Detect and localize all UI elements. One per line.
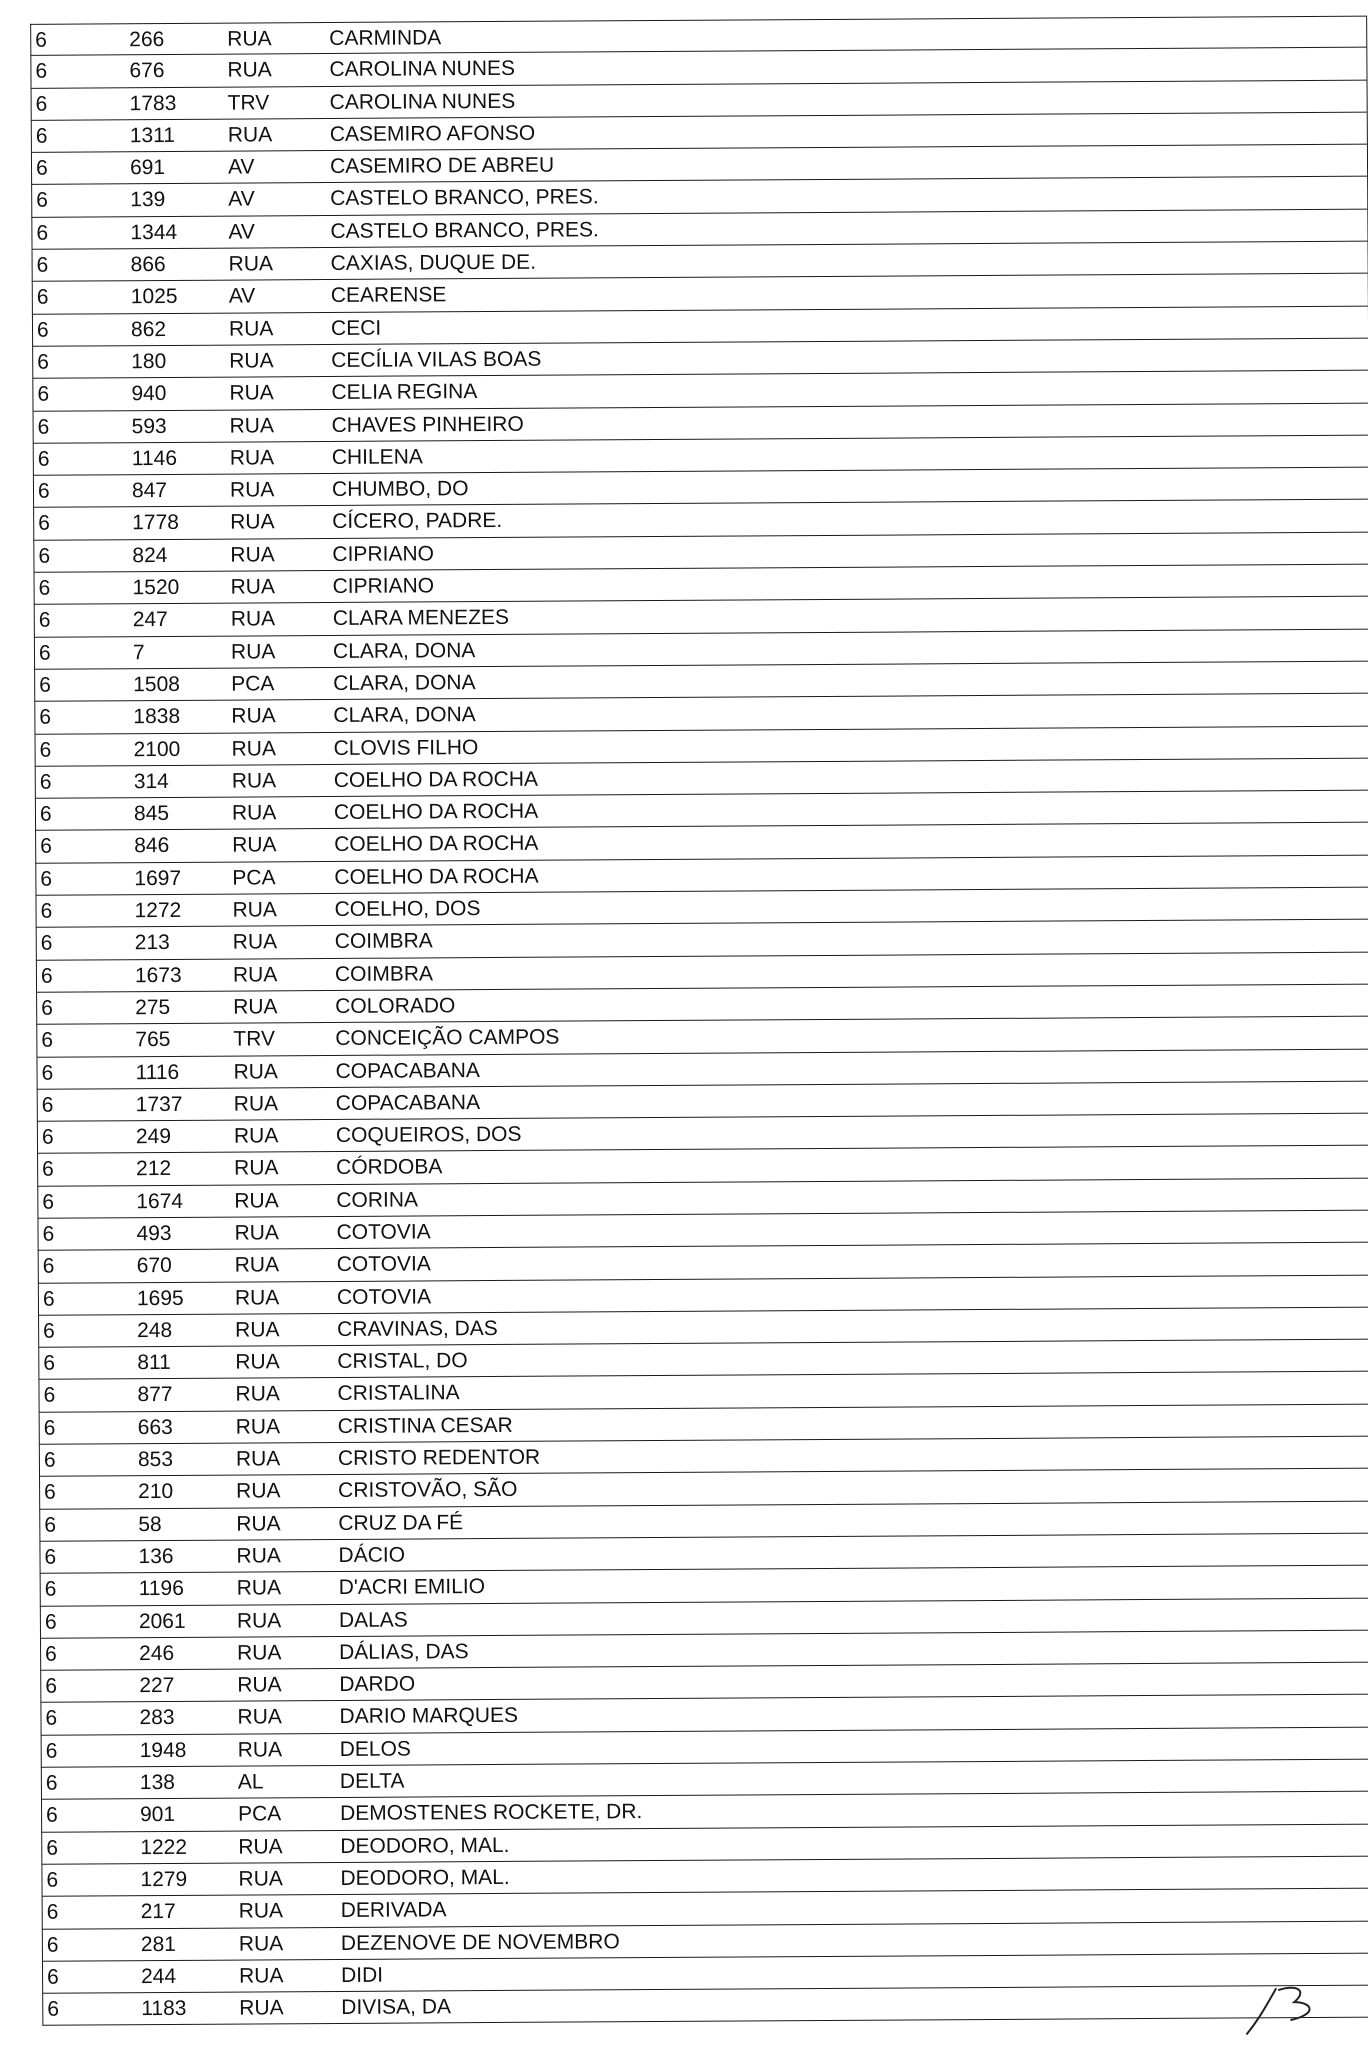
type-cell: RUA	[230, 607, 276, 631]
zone-cell: 6	[35, 60, 48, 84]
zone-cell: 6	[40, 964, 53, 988]
code-cell: 765	[135, 1028, 171, 1052]
zone-cell: 6	[38, 609, 51, 633]
type-cell: RUA	[238, 1834, 283, 1859]
zone-cell: 6	[46, 1933, 59, 1957]
zone-cell: 6	[44, 1577, 57, 1602]
street-name-cell: COELHO DA ROCHA	[333, 799, 539, 825]
street-name-cell: COQUEIROS, DOS	[335, 1122, 522, 1148]
type-cell: RUA	[233, 1092, 279, 1116]
street-name-cell: CASTELO BRANCO, PRES.	[330, 218, 599, 243]
code-cell: 1674	[136, 1189, 184, 1213]
code-cell: 212	[136, 1157, 172, 1181]
type-cell: TRV	[233, 1027, 276, 1051]
zone-cell: 6	[38, 641, 51, 665]
street-name-cell: CELIA REGINA	[331, 380, 478, 405]
street-name-cell: CRUZ DA FÉ	[338, 1510, 464, 1535]
code-cell: 1222	[140, 1835, 188, 1859]
code-cell: 811	[137, 1351, 171, 1375]
zone-cell: 6	[36, 221, 49, 245]
street-name-cell: CEARENSE	[330, 283, 447, 308]
street-name-cell: CECÍLIA VILAS BOAS	[331, 347, 542, 372]
street-name-cell: CLARA, DONA	[333, 671, 476, 695]
code-cell: 281	[140, 1932, 176, 1956]
code-cell: 1778	[132, 511, 179, 535]
street-name-cell: DALAS	[338, 1608, 408, 1632]
zone-cell: 6	[35, 28, 48, 52]
zone-cell: 6	[44, 1513, 57, 1537]
zone-cell: 6	[38, 512, 50, 536]
zone-cell: 6	[39, 802, 52, 826]
type-cell: RUA	[229, 446, 275, 470]
type-cell: RUA	[239, 1964, 284, 1988]
type-cell: RUA	[236, 1608, 282, 1633]
code-cell: 1695	[136, 1286, 184, 1310]
code-cell: 217	[140, 1900, 176, 1924]
zone-cell: 6	[40, 835, 52, 859]
code-cell: 1279	[140, 1867, 188, 1892]
zone-cell: 6	[39, 770, 52, 794]
code-cell: 246	[139, 1641, 175, 1666]
code-cell: 670	[136, 1254, 172, 1278]
zone-cell: 6	[46, 1868, 59, 1892]
zone-cell: 6	[43, 1384, 56, 1408]
code-cell: 2061	[138, 1609, 186, 1633]
street-name-cell: CRISTINA CESAR	[337, 1413, 513, 1438]
type-cell: TRV	[227, 90, 270, 115]
code-cell: 1508	[133, 672, 180, 697]
zone-cell: 6	[42, 1254, 55, 1279]
code-cell: 1116	[135, 1060, 180, 1084]
code-cell: 136	[138, 1544, 174, 1569]
code-cell: 210	[138, 1480, 174, 1504]
type-cell: RUA	[227, 58, 272, 82]
code-cell: 283	[139, 1706, 175, 1730]
table-row	[42, 1986, 1368, 2026]
type-cell: RUA	[230, 510, 275, 535]
street-name-cell: CAXIAS, DUQUE DE.	[330, 250, 537, 276]
type-cell: RUA	[236, 1511, 281, 1536]
code-cell: 845	[133, 802, 170, 826]
street-name-cell: CRISTAL, DO	[337, 1349, 468, 1374]
type-cell: AV	[227, 155, 255, 179]
type-cell: RUA	[236, 1544, 281, 1568]
type-cell: RUA	[232, 930, 278, 954]
street-name-cell: CIPRIANO	[332, 574, 435, 599]
street-name-cell: CRAVINAS, DAS	[337, 1316, 498, 1341]
zone-cell: 6	[39, 738, 52, 762]
code-cell: 691	[129, 156, 166, 180]
code-cell: 940	[131, 382, 167, 406]
code-cell: 138	[139, 1770, 176, 1795]
type-cell: RUA	[229, 381, 274, 405]
zone-cell: 6	[36, 286, 49, 310]
type-cell: RUA	[227, 123, 273, 147]
zone-cell: 6	[37, 350, 49, 374]
code-cell: 853	[137, 1448, 174, 1472]
zone-cell: 6	[41, 996, 53, 1020]
zone-cell: 6	[45, 1707, 58, 1731]
type-cell: AV	[228, 284, 256, 308]
street-table	[30, 16, 1368, 2027]
code-cell: 877	[137, 1383, 173, 1407]
street-name-cell: CLARA, DONA	[332, 638, 476, 663]
street-name-cell: CASEMIRO AFONSO	[329, 121, 536, 146]
code-cell: 901	[140, 1803, 176, 1827]
code-cell: 1948	[139, 1738, 187, 1762]
code-cell: 1025	[130, 285, 178, 309]
type-cell: RUA	[237, 1673, 282, 1697]
zone-cell: 6	[45, 1642, 57, 1666]
type-cell: RUA	[231, 704, 276, 728]
type-cell: RUA	[235, 1318, 280, 1342]
zone-cell: 6	[35, 156, 48, 180]
type-cell: RUA	[230, 543, 275, 567]
type-cell: RUA	[229, 413, 275, 438]
type-cell: RUA	[229, 349, 274, 373]
code-cell: 1196	[138, 1577, 184, 1601]
street-name-cell: COPACABANA	[335, 1058, 480, 1083]
zone-cell: 6	[46, 1804, 58, 1828]
zone-cell: 6	[36, 318, 49, 342]
street-name-cell: COTOVIA	[336, 1252, 431, 1277]
code-cell: 139	[130, 188, 166, 212]
zone-cell: 6	[42, 1190, 55, 1214]
street-name-cell: DERIVADA	[340, 1898, 447, 1923]
zone-cell: 6	[43, 1351, 56, 1375]
street-name-cell: CORINA	[336, 1188, 419, 1212]
street-name-cell: COELHO, DOS	[334, 897, 481, 921]
street-name-cell: CÍCERO, PADRE.	[332, 509, 503, 534]
type-cell: AL	[237, 1770, 264, 1794]
street-name-cell: CIPRIANO	[332, 542, 434, 566]
street-name-cell: DELOS	[339, 1737, 411, 1761]
code-cell: 1673	[134, 963, 182, 987]
zone-cell: 6	[44, 1545, 57, 1569]
zone-cell: 6	[40, 932, 53, 956]
street-name-cell: DÁLIAS, DAS	[339, 1640, 469, 1664]
type-cell: RUA	[236, 1576, 282, 1600]
code-cell: 249	[135, 1125, 172, 1149]
handwritten-initials	[1238, 1980, 1358, 2039]
street-name-cell: CRISTOVÃO, SÃO	[338, 1478, 518, 1503]
type-cell: RUA	[228, 252, 274, 276]
zone-cell: 6	[39, 673, 51, 697]
street-name-cell: COPACABANA	[335, 1090, 481, 1115]
type-cell: RUA	[235, 1350, 280, 1374]
street-name-cell: CLARA, DONA	[333, 703, 476, 728]
type-cell: RUA	[235, 1447, 281, 1471]
type-cell: AV	[228, 220, 255, 244]
zone-cell: 6	[46, 1836, 59, 1860]
street-name-cell: CONCEIÇÃO CAMPOS	[335, 1025, 560, 1051]
street-name-cell: COLORADO	[335, 994, 456, 1018]
code-cell: 862	[130, 317, 167, 341]
zone-cell: 6	[41, 1061, 54, 1085]
type-cell: RUA	[233, 995, 278, 1019]
street-name-cell: CARMINDA	[329, 26, 442, 50]
street-name-cell: CASTELO BRANCO, PRES.	[330, 185, 599, 211]
type-cell: RUA	[238, 1899, 284, 1923]
street-name-cell: CÓRDOBA	[336, 1155, 443, 1180]
code-cell: 1272	[134, 898, 182, 923]
type-cell: RUA	[237, 1738, 283, 1762]
type-cell: RUA	[237, 1705, 282, 1730]
code-cell: 663	[137, 1415, 173, 1439]
zone-cell: 6	[41, 1028, 54, 1052]
code-cell: 1737	[135, 1092, 183, 1116]
zone-cell: 6	[43, 1448, 56, 1472]
type-cell: RUA	[232, 898, 277, 922]
code-cell: 227	[139, 1674, 175, 1698]
zone-cell: 6	[36, 189, 48, 213]
code-cell: 58	[138, 1512, 162, 1536]
street-name-cell: CASEMIRO DE ABREU	[329, 153, 555, 179]
code-cell: 213	[134, 931, 170, 955]
type-cell: RUA	[236, 1479, 281, 1503]
type-cell: RUA	[239, 1996, 284, 2020]
street-name-cell: COIMBRA	[334, 961, 434, 986]
street-name-cell: CAROLINA NUNES	[329, 57, 516, 82]
street-name-cell: DEZENOVE DE NOVEMBRO	[340, 1929, 620, 1955]
type-cell: RUA	[238, 1867, 283, 1891]
zone-cell: 6	[42, 1158, 54, 1182]
street-name-cell: CRISTALINA	[337, 1381, 460, 1406]
type-cell: RUA	[234, 1285, 280, 1310]
code-cell: 1783	[129, 91, 177, 115]
type-cell: RUA	[231, 736, 276, 761]
street-name-cell: DÁCIO	[338, 1543, 406, 1567]
zone-cell: 6	[43, 1416, 56, 1440]
type-cell: RUA	[235, 1415, 281, 1439]
zone-cell: 6	[45, 1674, 58, 1698]
type-cell: RUA	[234, 1189, 279, 1213]
type-cell: RUA	[237, 1641, 282, 1665]
type-cell: RUA	[234, 1221, 279, 1245]
code-cell: 314	[133, 769, 169, 794]
code-cell: 1183	[141, 1997, 187, 2021]
zone-cell: 6	[35, 92, 48, 116]
street-name-cell: COELHO DA ROCHA	[334, 832, 539, 857]
code-cell: 847	[131, 479, 168, 503]
type-cell: PCA	[238, 1802, 282, 1826]
type-cell: RUA	[230, 639, 276, 664]
street-name-cell: DELTA	[339, 1769, 405, 1793]
type-cell: RUA	[233, 1059, 278, 1084]
code-cell: 1146	[131, 446, 178, 471]
street-name-cell: CLOVIS FILHO	[333, 735, 479, 760]
street-name-cell: CLARA MENEZES	[332, 606, 510, 631]
zone-cell: 6	[44, 1481, 56, 1505]
code-cell: 1520	[132, 575, 180, 600]
zone-cell: 6	[44, 1610, 57, 1634]
street-name-cell: COIMBRA	[334, 929, 433, 954]
zone-cell: 6	[46, 1900, 59, 1924]
code-cell: 266	[129, 27, 165, 52]
street-name-cell: CHAVES PINHEIRO	[331, 412, 524, 437]
code-cell: 1344	[130, 220, 178, 244]
street-name-cell: DEODORO, MAL.	[340, 1833, 510, 1858]
type-cell: RUA	[232, 962, 278, 987]
street-name-cell: DEMOSTENES ROCKETE, DR.	[340, 1800, 643, 1826]
type-cell: PCA	[231, 672, 275, 696]
street-name-cell: DEODORO, MAL.	[340, 1865, 510, 1890]
type-cell: RUA	[233, 1124, 279, 1148]
street-name-cell: CAROLINA NUNES	[329, 89, 516, 114]
street-name-cell: DIDI	[341, 1963, 384, 1987]
type-cell: RUA	[234, 1253, 280, 1277]
code-cell: 244	[141, 1964, 177, 1988]
type-cell: RUA	[231, 801, 277, 825]
code-cell: 180	[131, 349, 167, 374]
zone-cell: 6	[45, 1771, 58, 1795]
type-cell: RUA	[232, 833, 277, 858]
zone-cell: 6	[45, 1739, 58, 1763]
zone-cell: 6	[42, 1287, 55, 1311]
street-name-cell: D'ACRI EMILIO	[338, 1575, 486, 1600]
type-cell: RUA	[228, 317, 274, 341]
zone-cell: 6	[37, 447, 50, 471]
zone-cell: 6	[36, 253, 49, 277]
street-name-cell: COTOVIA	[336, 1284, 432, 1309]
street-name-cell: COTOVIA	[336, 1220, 431, 1244]
street-name-cell: CECI	[330, 316, 382, 340]
zone-cell: 6	[38, 544, 51, 568]
code-cell: 593	[131, 414, 167, 438]
code-cell: 824	[132, 543, 168, 567]
zone-cell: 6	[37, 382, 50, 407]
street-name-cell: CHUMBO, DO	[331, 477, 469, 502]
type-cell: RUA	[234, 1156, 279, 1180]
code-cell: 866	[130, 253, 166, 277]
type-cell: RUA	[231, 769, 277, 793]
zone-cell: 6	[38, 576, 51, 600]
zone-cell: 6	[40, 867, 53, 891]
type-cell: RUA	[235, 1382, 280, 1407]
code-cell: 7	[132, 640, 145, 664]
code-cell: 1838	[133, 705, 181, 729]
type-cell: RUA	[227, 27, 272, 51]
zone-cell: 6	[40, 899, 53, 923]
code-cell: 275	[135, 995, 171, 1020]
code-cell: 493	[136, 1221, 172, 1246]
code-cell: 1311	[129, 123, 176, 148]
type-cell: AV	[228, 187, 255, 212]
zone-cell: 6	[37, 415, 50, 439]
zone-cell: 6	[41, 1125, 54, 1149]
type-cell: RUA	[238, 1931, 284, 1956]
code-cell: 846	[134, 834, 170, 858]
zone-cell: 6	[39, 705, 52, 730]
zone-cell: 6	[43, 1319, 55, 1343]
code-cell: 676	[129, 59, 165, 83]
street-name-cell: DARIO MARQUES	[339, 1704, 519, 1729]
zone-cell: 6	[41, 1093, 54, 1117]
type-cell: RUA	[229, 478, 275, 502]
code-cell: 248	[137, 1318, 173, 1343]
zone-cell: 6	[35, 124, 48, 148]
code-cell: 247	[132, 608, 168, 632]
zone-cell: 6	[47, 1997, 60, 2021]
street-name-cell: COELHO DA ROCHA	[334, 864, 539, 889]
code-cell: 2100	[133, 737, 181, 761]
street-name-cell: DIVISA, DA	[341, 1995, 452, 2020]
zone-cell: 6	[42, 1222, 55, 1246]
street-name-cell: DARDO	[339, 1672, 416, 1697]
zone-cell: 6	[37, 479, 50, 503]
street-name-cell: COELHO DA ROCHA	[333, 767, 539, 792]
type-cell: PCA	[232, 866, 276, 890]
zone-cell: 6	[47, 1965, 59, 1989]
street-name-cell: CHILENA	[331, 445, 423, 469]
code-cell: 1697	[134, 866, 182, 890]
street-name-cell: CRISTO REDENTOR	[337, 1445, 541, 1471]
type-cell: RUA	[230, 575, 276, 599]
